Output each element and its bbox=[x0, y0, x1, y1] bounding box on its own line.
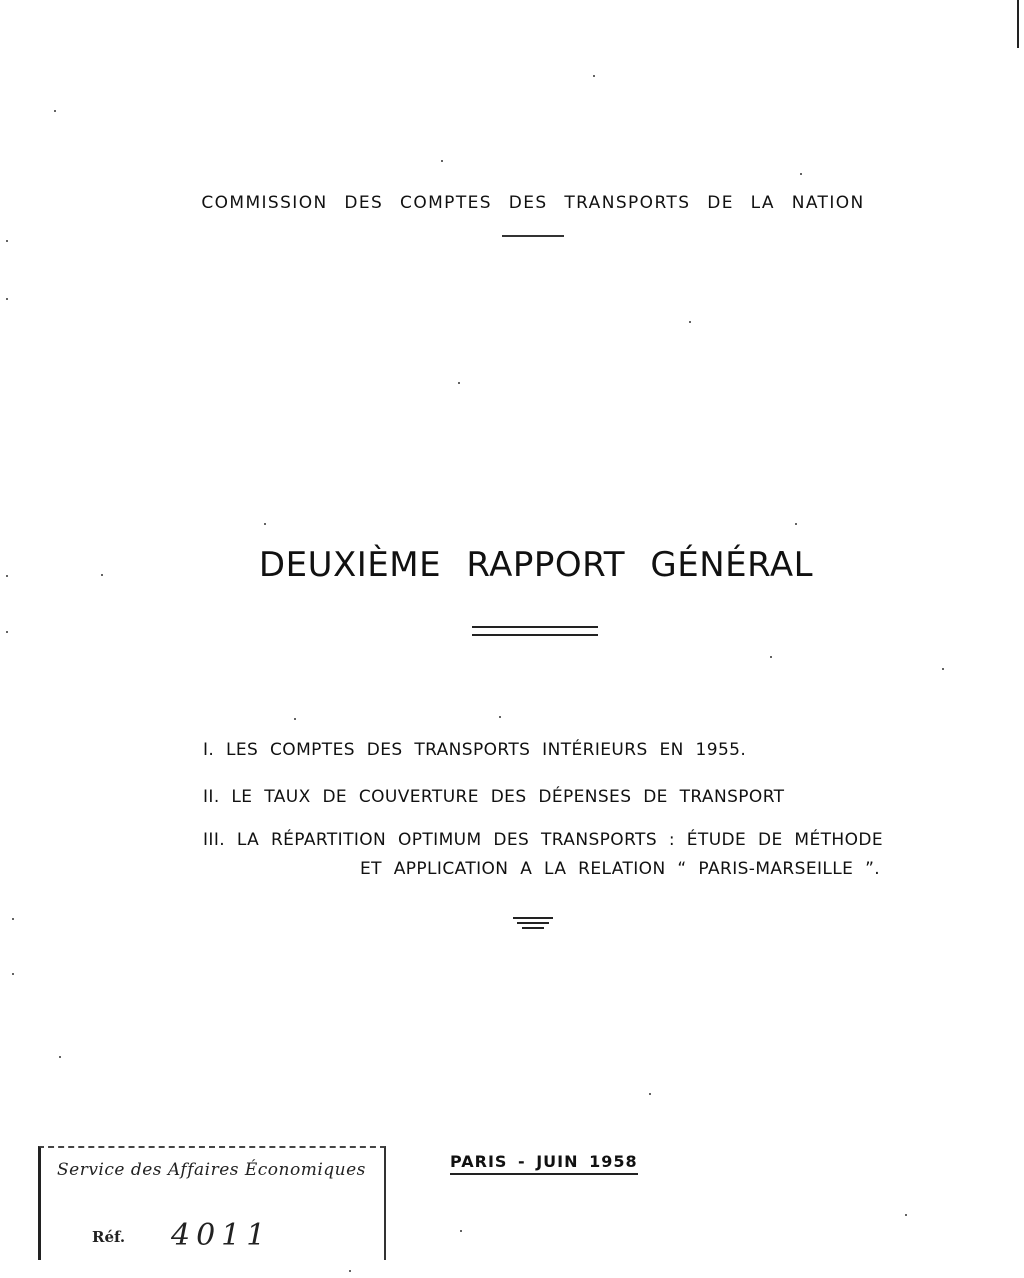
stamp-reference-number: 4011 bbox=[171, 1218, 272, 1253]
scan-speck bbox=[54, 110, 56, 112]
scan-speck bbox=[12, 918, 14, 920]
scan-speck bbox=[6, 575, 8, 577]
scan-speck bbox=[942, 668, 944, 670]
scan-speck bbox=[795, 523, 797, 525]
stamp-reference-label: Réf. bbox=[92, 1228, 126, 1246]
scan-speck bbox=[458, 382, 460, 384]
contents-item-3-line-2: ET APPLICATION A LA RELATION “ PARIS-MARSEILLE ”. bbox=[360, 859, 881, 879]
scan-speck bbox=[264, 523, 266, 525]
title-double-rule bbox=[472, 626, 598, 636]
heading-divider bbox=[502, 235, 564, 237]
scan-speck bbox=[101, 574, 103, 576]
stamp-service-label: Service des Affaires Économiques bbox=[57, 1160, 366, 1180]
scan-speck bbox=[593, 75, 595, 77]
scan-speck bbox=[6, 298, 8, 300]
archive-stamp bbox=[38, 1146, 386, 1260]
contents-end-rule bbox=[513, 917, 553, 932]
scan-speck bbox=[294, 718, 296, 720]
scan-speck bbox=[441, 160, 443, 162]
report-title: DEUXIÈME RAPPORT GÉNÉRAL bbox=[258, 545, 814, 585]
contents-item-3-line-1: III. LA RÉPARTITION OPTIMUM DES TRANSPORTS : ÉTUDE DE MÉTHODE bbox=[203, 830, 883, 850]
scan-speck bbox=[689, 321, 691, 323]
scan-speck bbox=[460, 1230, 462, 1232]
scan-speck bbox=[59, 1056, 61, 1058]
contents-item-1: I. LES COMPTES DES TRANSPORTS INTÉRIEURS EN 1955. bbox=[203, 740, 747, 760]
scan-margin-mark bbox=[1017, 0, 1019, 48]
scan-speck bbox=[12, 973, 14, 975]
commission-heading: COMMISSION DES COMPTES DES TRANSPORTS DE LA NATION bbox=[201, 193, 865, 213]
scan-speck bbox=[905, 1214, 907, 1216]
scan-speck bbox=[649, 1093, 651, 1095]
scan-speck bbox=[6, 631, 8, 633]
place-and-date: PARIS - JUIN 1958 bbox=[450, 1152, 638, 1175]
scan-speck bbox=[6, 240, 8, 242]
scan-speck bbox=[349, 1270, 351, 1272]
contents-item-2: II. LE TAUX DE COUVERTURE DES DÉPENSES DE TRANSPORT bbox=[203, 787, 785, 807]
scan-speck bbox=[800, 173, 802, 175]
scan-speck bbox=[499, 716, 501, 718]
scan-speck bbox=[770, 656, 772, 658]
